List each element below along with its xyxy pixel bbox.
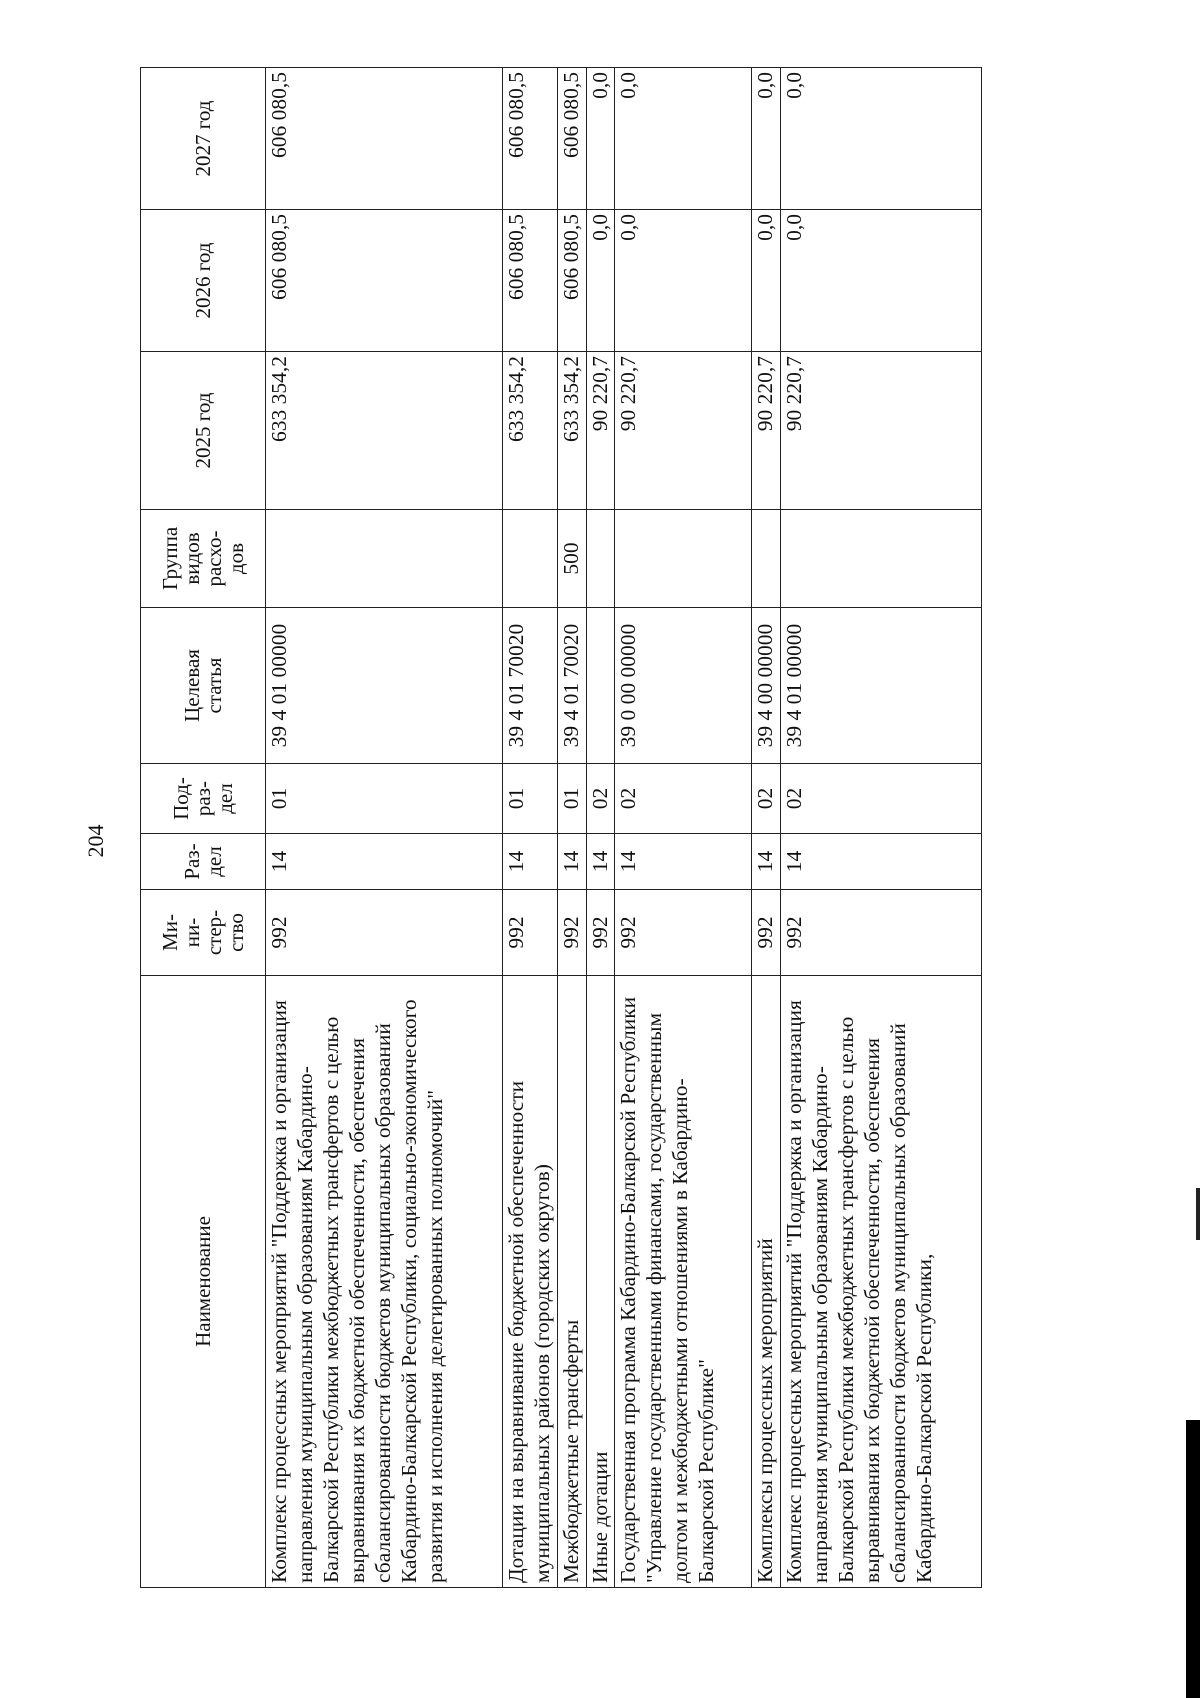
row-2026: 606 080,5 (266, 210, 503, 352)
row-name: Комплексы процессных мероприятий (752, 976, 781, 1588)
row-2025: 90 220,7 (587, 352, 615, 510)
row-2026: 0,0 (752, 210, 781, 352)
row-2027: 606 080,5 (558, 68, 587, 210)
header-name: Наименование (141, 976, 266, 1588)
row-2026: 0,0 (587, 210, 615, 352)
row-section: 14 (503, 834, 558, 890)
header-subsection: Под- раз- дел (141, 764, 266, 834)
scan-edge-bar (1186, 1420, 1200, 1698)
row-2027: 0,0 (615, 68, 752, 210)
row-2025: 90 220,7 (752, 352, 781, 510)
row-target (587, 608, 615, 764)
row-name: Дотации на выравнивание бюджетной обеспеченности муниципальных районов (городских округов) (503, 976, 558, 1588)
page-number: 204 (83, 824, 108, 858)
row-subsection: 01 (503, 764, 558, 834)
header-row (141, 68, 266, 1588)
header-2025: 2025 год (141, 352, 266, 510)
row-group (587, 510, 615, 608)
row-target: 39 4 01 00000 (781, 608, 982, 764)
row-target: 39 4 01 00000 (266, 608, 503, 764)
table-row (781, 68, 982, 1588)
row-name: Государственная программа Кабардино-Балкарской Республики "Управление государственными финансами, государственным долгом и межбюджетными отношениями в Кабардино-Балкарской Республике" (615, 976, 752, 1588)
table-row (587, 68, 615, 1588)
row-2027: 0,0 (587, 68, 615, 210)
row-section: 14 (752, 834, 781, 890)
row-subsection: 02 (752, 764, 781, 834)
row-group (615, 510, 752, 608)
row-target: 39 4 01 70020 (558, 608, 587, 764)
row-ministry: 992 (781, 890, 982, 976)
row-subsection: 02 (781, 764, 982, 834)
row-name: Межбюджетные трансферты (558, 976, 587, 1588)
row-section: 14 (615, 834, 752, 890)
row-2025: 633 354,2 (503, 352, 558, 510)
row-group (752, 510, 781, 608)
table-row (615, 68, 752, 1588)
row-group (503, 510, 558, 608)
table-frame (140, 68, 1056, 1588)
row-ministry: 992 (503, 890, 558, 976)
table-row (503, 68, 558, 1588)
row-group (781, 510, 982, 608)
row-ministry: 992 (558, 890, 587, 976)
table-row (558, 68, 587, 1588)
row-subsection: 01 (558, 764, 587, 834)
row-section: 14 (558, 834, 587, 890)
row-group: 500 (558, 510, 587, 608)
row-2025: 90 220,7 (615, 352, 752, 510)
row-2026: 0,0 (781, 210, 982, 352)
row-name: Комплекс процессных мероприятий "Поддержка и организация направления муниципальным образованиям Кабардино-Балкарской Республики межбюджетных трансфертов с целью выравнивания их бюджетной обеспеченности, обеспечения сбалансированности бюджетов муниципальных образований Кабардино-Балкарской Республики, (781, 976, 982, 1588)
scan-mark (1196, 1188, 1200, 1240)
row-name: Комплекс процессных мероприятий "Поддержка и организация направления муниципальным образованиям Кабардино-Балкарской Республики межбюджетных трансфертов с целью выравнивания их бюджетной обеспеченности, обеспечения сбалансированности бюджетов муниципальных образований Кабардино-Балкарской Республики, социально-экономического развития и исполнения делегированных полномочий" (266, 976, 503, 1588)
table-row (752, 68, 781, 1588)
rotated-table-container (140, 68, 1056, 1588)
header-ministry: Ми- ни- стер- ство (141, 890, 266, 976)
header-2026: 2026 год (141, 210, 266, 352)
row-2027: 0,0 (781, 68, 982, 210)
row-target: 39 4 00 00000 (752, 608, 781, 764)
header-2027: 2027 год (141, 68, 266, 210)
row-section: 14 (266, 834, 503, 890)
budget-table (140, 67, 982, 1588)
row-group (266, 510, 503, 608)
row-ministry: 992 (266, 890, 503, 976)
row-2026: 606 080,5 (558, 210, 587, 352)
row-ministry: 992 (587, 890, 615, 976)
row-subsection: 01 (266, 764, 503, 834)
row-name: Иные дотации (587, 976, 615, 1588)
header-group: Группа видов расхо- дов (141, 510, 266, 608)
row-2025: 90 220,7 (781, 352, 982, 510)
row-2025: 633 354,2 (558, 352, 587, 510)
header-target: Целевая статья (141, 608, 266, 764)
row-section: 14 (587, 834, 615, 890)
row-target: 39 0 00 00000 (615, 608, 752, 764)
row-2027: 606 080,5 (266, 68, 503, 210)
row-2026: 0,0 (615, 210, 752, 352)
row-2027: 0,0 (752, 68, 781, 210)
table-row (266, 68, 503, 1588)
row-2026: 606 080,5 (503, 210, 558, 352)
row-target: 39 4 01 70020 (503, 608, 558, 764)
row-2027: 606 080,5 (503, 68, 558, 210)
row-ministry: 992 (615, 890, 752, 976)
row-subsection: 02 (587, 764, 615, 834)
header-section: Раз- дел (141, 834, 266, 890)
row-subsection: 02 (615, 764, 752, 834)
row-ministry: 992 (752, 890, 781, 976)
row-2025: 633 354,2 (266, 352, 503, 510)
row-section: 14 (781, 834, 982, 890)
